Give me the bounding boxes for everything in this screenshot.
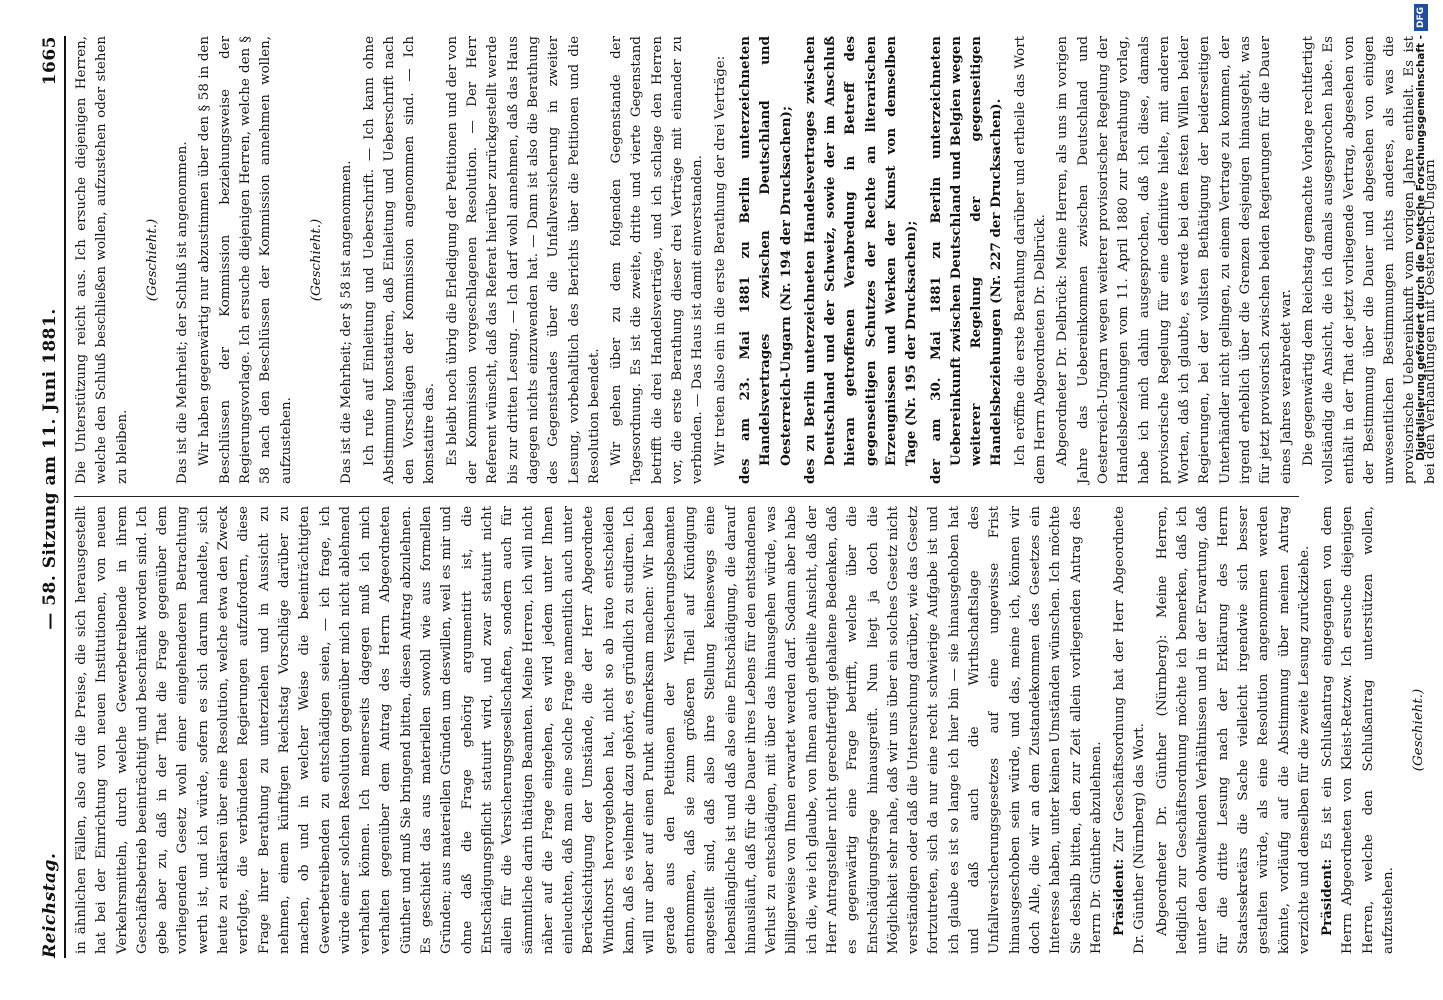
paragraph: Ich eröffne die erste Berathung darüber und ertheile das Wort dem Herrn Abgeordneten Dr. Delbrück. bbox=[1012, 36, 1049, 484]
paragraph: Die Unterstützung reicht aus. Ich ersuche diejenigen Herren, welche den Schluß beschließen wollen, aufzustehen oder stehen zu bleiben. bbox=[74, 36, 130, 484]
stage-direction: (Geschieht.) bbox=[1411, 688, 1427, 772]
treaty-item: des zu Berlin unterzeichneten Handelsvertrages zwischen Deutschland und der Schweiz, sowie der im Anschluß hieran getroffenen Verabredung in Betreff des gegenseitigen Schutzes der Rechte an literarischen Erzeugnissen und Werken der Kunst von demselben Tage (Nr. 195 der Drucksachen); bbox=[801, 36, 920, 484]
header-rule bbox=[64, 36, 66, 958]
paragraph: Wir treten also ein in die erste Berathung der drei Verträge: bbox=[712, 55, 728, 466]
paragraph: in ähnlichen Fällen, also auf die Preise, die sich herausgestellt hat bei der Einrichtung von neuen Institutionen, von neuen Verkehrsmitteln, durch welche Gewerbetreibende in ihrem Geschäftsbetrieb beeinträchtigt und beschränkt worden sind. Ich gebe aber zu, daß in der That die Frage gegenüber dem vorliegenden Gesetz wohl einer eingehenderen Betrachtung werth ist, und ich würde, sofern es sich darum handelte, sich heute zu erklären über eine Resolution, welche etwa den Zweck verfolgte, die verbündeten Regierungen aufzufordern, diese Frage ihrer Berathung zu unterziehen und in Aussicht zu nehmen, einem künftigen Reichstag Vorschläge darüber zu machen, ob und in welcher Weise die beeinträchtigten Gewerbetreibenden zu entschädigen seien, — ich frage, ich würde einer solchen Resolution gegenüber mich nicht ablehnend verhalten können. Ich meinerseits dagegen muß ich mich verhalten gegenüber dem Antrag des Herrn Abgeordneten Günther und muß Sie bringend bitten, diesen Antrag abzulehnen. Es geschieht das aus materiellen sowohl wie aus formellen Gründen; aus materiellen Gründen um deswillen, weil es mir und ohne daß die Frage gehörig argumentirt ist, die Entschädigungspflicht statuirt wird, und zwar statuirt nicht allein für die Versicherungsgesellschaften, sondern auch für sämmtliche darin thätigen Beamten. Meine Herren, ich will nicht näher auf die Frage eingehen, es wird jedem unter Ihnen einleuchten, daß man eine solche Frage namentlich auch unter Berücksichtigung der Umstände, die der Herr Abgeordnete Windthorst hervorgehoben hat, nicht so ab irato entscheiden kann, daß es vielmehr dazu gehört, es gründlich zu studiren. Ich will nur aber auf einen Punkt aufmerksam machen: Wir haben gerade aus den Petitionen der Versicherungsbeamten entnommen, daß sie zum größeren Theil auf Kündigung angestellt sind, daß also ihre Stellung keineswegs eine lebenslängliche ist und daß also eine Entschädigung, die darauf hinausläuft, daß für die Dauer ihres Lebens für den entstandenen Verlust zu entschädigen, mit über das hinausgehen würde, was billigerweise von Ihnen erwartet werden darf. Sodann aber habe ich die, wie ich glaube, von Ihnen auch getheilte Ansicht, daß der Herr Antragsteller nicht gerechtfertigt gehaltene Bedenken, daß es gegenwärtig eine Frage betrifft, welche über die Entschädigungsfrage hinausgreift. Nun liegt ja doch die Möglichkeit sehr nahe, daß wir uns über ein solches Gesetz nicht verständigen oder daß die Untersuchung darüber, wie das Gesetz fortzutreten, sich da nur eine recht schwierige Aufgabe ist und ich glaube es ist so lange ich hier bin — sie hinausgehoben hat und daß auch die Wirthschaftslage des Unfallversicherungsgesetzes auf eine ungewisse Frist hinausgeschoben sein würde, und das, meine ich, können wir doch Alle, die wir an dem Zustandekommen des Gesetzes ein Interesse haben, unter keinen Umständen wünschen. Ich möchte Sie deshalb bitten, den zur Zeit allein vorliegenden Antrag des Herrn Dr. Günther abzulehnen. bbox=[74, 506, 1104, 954]
page-header bbox=[14, 36, 60, 958]
session-date: — 58. Sitzung am 11. Juni 1881. bbox=[40, 308, 60, 630]
paragraph: Es bleibt noch übrig die Erledigung der Petitionen und der von der Kommission vorgeschlagenen Resolution. — Der Herr Referent wünscht, daß das Referat hierüber zurückgestellt werde bis zur dritten Lesung. — Ich darf wohl annehmen, daß das Haus dagegen nichts einzuwenden hat. — Dann ist also die Berathung des Gegenstandes über die Unfallversicherung in zweiter Lesung, vorbehaltlich des Berichts über die Petitionen und die Resolution beendet. bbox=[444, 36, 602, 484]
paragraph: Wir gehen über zu dem folgenden Gegenstande der Tagesordnung. Es ist die zweite, dritte und vierte Gegenstand betrifft die drei Handelsverträge, und ich schlage den Herren vor, die erste Berathung dieser drei Verträge mit einander zu verbinden. — Das Haus ist damit einverstanden. bbox=[609, 36, 706, 484]
paragraph bbox=[1317, 506, 1399, 954]
paragraph bbox=[1109, 506, 1151, 954]
paragraph: Abgeordneter Dr. Günther (Nürnberg): Meine Herren, lediglich zur Geschäftsordnung möchte ich bemerken, daß ich unter den obwaltenden Verhältnissen und in der Erwartung, daß für die dritte Lesung nach der Erklärung des Herrn Staatssekretärs die Sache vielleicht irgendwie sich besser gestalten würde, als eine Resolution angenommen werden könnte, vorläufig auf die Abstimmung über meinen Antrag verzichte und denselben für die zweite Lesung zurückziehe. bbox=[1154, 506, 1312, 954]
paragraph: Ich rufe auf Einleitung und Ueberschrift. — Ich kann ohne Abstimmung konstatiren, daß Einleitung und Ueberschrift nach den Vorschlägen der Kommission angenommen sind. — Ich konstatire das. bbox=[361, 36, 438, 484]
stage-direction: (Geschieht.) bbox=[308, 218, 324, 302]
paragraph: Die gegenwärtig dem Reichstag gemachte Vorlage rechtfertigt vollständig die Ansicht, die ich damals ausgesprochen habe. Es enthält in der That der jetzt vorliegende Vertrag, abgesehen von der Bestimmung über die Dauer und abgesehen von einigen unwesentlichen Bestimmungen nichts anderes, als was die provisorische Uebereinkunft vom vorigen Jahre enthielt. Es ist bei den Verhandlungen mit Oesterreich-Ungarn bbox=[1300, 36, 1438, 484]
credit-text: Digitalisierung gefördert durch die Deutsche Forschungsgemeinschaft - bbox=[1415, 35, 1427, 461]
treaty-item: der am 30. Mai 1881 zu Berlin unterzeichneten Uebereinkunft zwischen Deutschland und Belgien wegen weiterer Regelung der gegenseitigen Handelsbeziehungen (Nr. 227 der Drucksachen). bbox=[927, 36, 1005, 484]
paragraph: Das ist die Mehrheit; der § 58 ist angenommen. bbox=[339, 160, 355, 484]
paragraph-text: Zur Geschäftsordnung hat der Herr Abgeordnete Dr. Günther (Nürnberg) das Wort. bbox=[1112, 506, 1148, 954]
digitization-credit bbox=[1408, 4, 1430, 994]
credit-text-wrap bbox=[1410, 4, 1432, 994]
column-divider bbox=[74, 496, 1299, 497]
right-column bbox=[72, 36, 1443, 484]
dfg-logo: DFG bbox=[1414, 4, 1428, 31]
paragraph: Abgeordneter Dr. Delbrück: Meine Herren, als uns im vorigen Jahre das Uebereinkommen zwischen Deutschland und Oesterreich-Ungarn wegen weiterer provisorischer Regelung der Handelsbeziehungen vom 11. April 1880 zur Berathung vorlag, habe ich mich dahin ausgesprochen, daß ich diese, damals provisorische Regelung für eine definitive hielte, mit anderen Worten, daß ich glaubte, es werde bei dem festen Willen beider Regierungen, bei der vollsten Bethätigung der beiderseitigen Unterhändler nicht gelingen, zu einem Vertrage zu kommen, der irgend erheblich über die Grenzen desjenigen hinausgeht, was für jetzt provisorisch zwischen beiden Regierungen für die Dauer eines Jahres verabredet war. bbox=[1055, 36, 1294, 484]
paragraph-text: Es ist ein Schlußantrag eingegangen von dem Herrn Abgeordneten von Kleist-Retzow. Ich ersuche diejenigen Herren, welche den Schlußantrag unterstützen wollen, aufzustehen. bbox=[1320, 506, 1396, 954]
left-column bbox=[72, 506, 1440, 954]
paragraph: Wir haben gegenwärtig nur abzustimmen über den § 58 in den Beschlüssen der Kommission beziehungsweise der Regierungsvorlage. Ich ersuche diejenigen Herren, welche den § 58 nach den Beschlüssen der Kommission annehmen wollen, aufzustehen. bbox=[197, 36, 294, 484]
stage-direction: (Geschieht.) bbox=[144, 218, 160, 302]
paragraph: Das ist die Mehrheit; der Schluß ist angenommen. bbox=[175, 141, 191, 484]
treaty-item: des am 23. Mai 1881 zu Berlin unterzeichneten Handelsvertrages zwischen Deutschland und Oesterreich-Ungarn (Nr. 194 der Drucksachen); bbox=[736, 36, 794, 484]
speaker-label: Präsident: bbox=[1111, 858, 1128, 936]
speaker-label: Präsident: bbox=[1319, 858, 1336, 936]
publication-title: Reichstag. bbox=[40, 852, 60, 958]
page-number: 1665 bbox=[40, 36, 60, 86]
